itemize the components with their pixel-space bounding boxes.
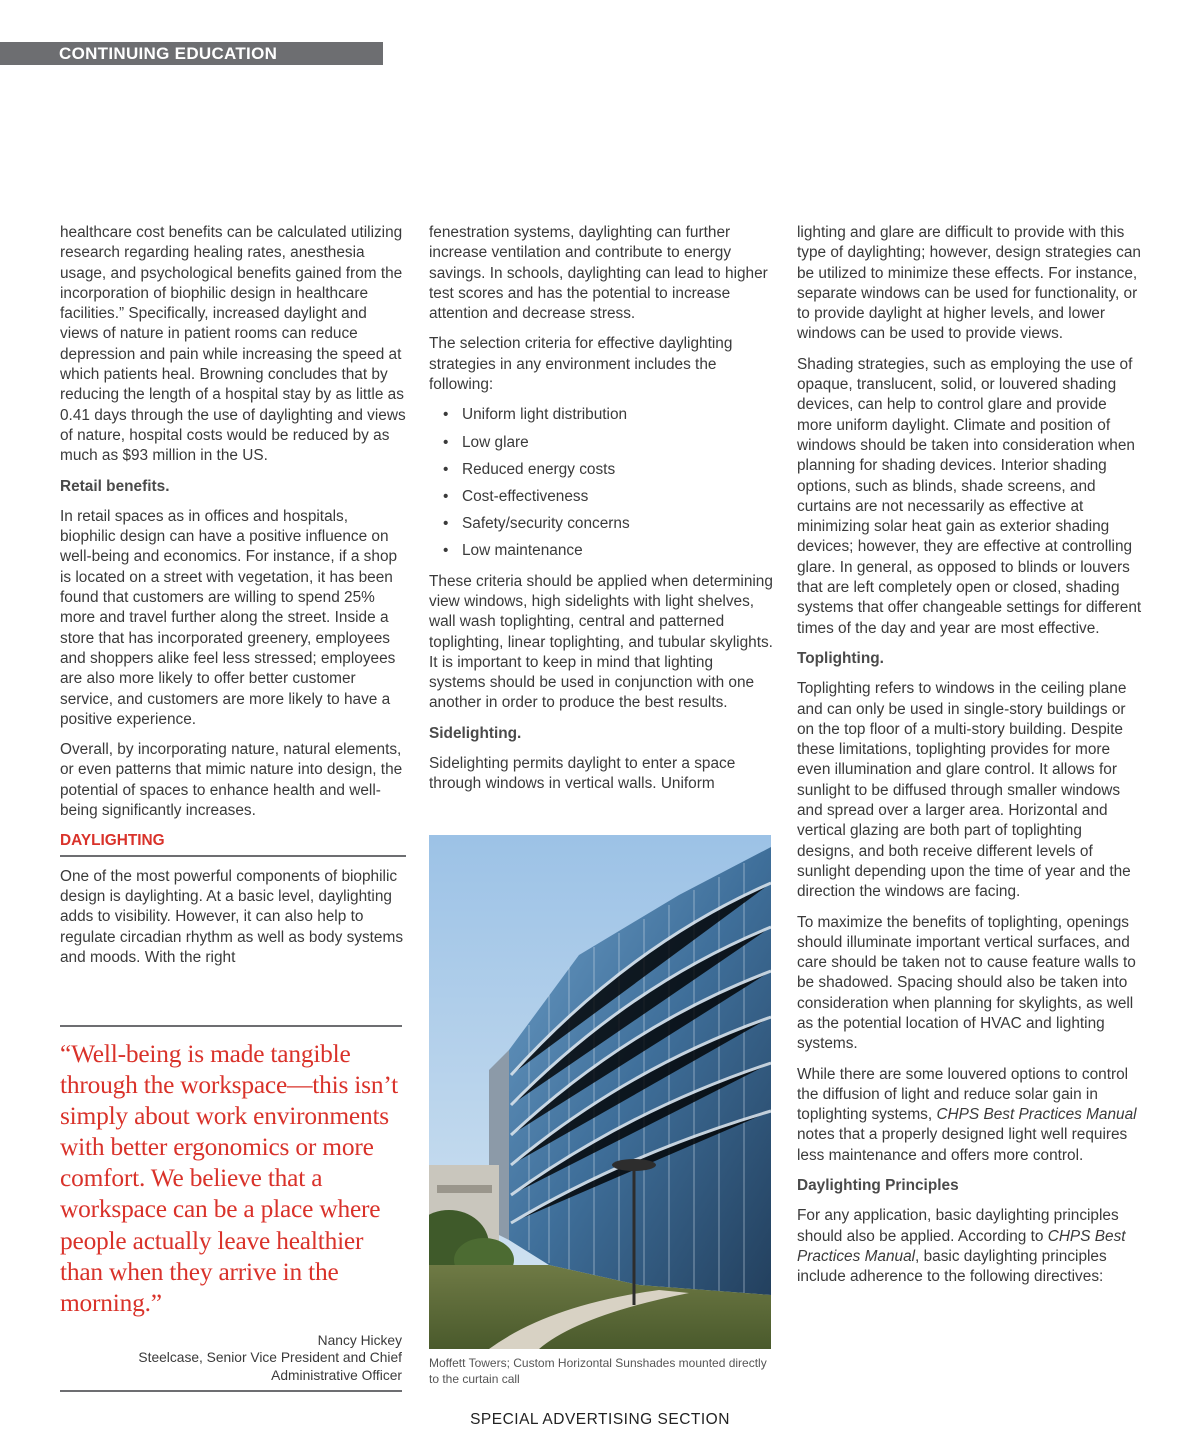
pull-quote	[60, 1025, 402, 1384]
attribution-title-line-1: Steelcase, Senior Vice President and Chief	[138, 1350, 402, 1366]
body-paragraph: Toplighting refers to windows in the ceiling plane and can only be used in single-story buildings or on the top floor of a multi-story building. Despite these limitations, toplighting provides for more even illumination and glare control. It allows for sunlight to be diffused through smaller windows and spread over a larger area. Horizontal and vertical glazing are both part of toplighting designs, and both receive different levels of sunlight depending upon the time of year and the direction the windows are facing.	[797, 680, 1131, 901]
subheading-toplighting: Toplighting.	[797, 649, 884, 667]
list-item: • Low maintenance	[443, 541, 773, 561]
pull-quote-bottom-rule	[60, 1390, 402, 1392]
column-1	[60, 223, 406, 978]
section-heading-daylighting: DAYLIGHTING	[60, 831, 406, 856]
body-paragraph: Sidelighting permits daylight to enter a space through windows in vertical walls. Uniform	[429, 754, 736, 793]
list-item: • Reduced energy costs	[443, 460, 773, 480]
attribution-title-line-2: Administrative Officer	[271, 1367, 402, 1383]
subheading-daylighting-principles: Daylighting Principles	[797, 1177, 959, 1195]
column-2	[429, 223, 773, 805]
body-paragraph	[797, 1065, 1142, 1166]
photo-caption: Moffett Towers; Custom Horizontal Sunshades mounted directly to the curtain call	[429, 1356, 767, 1386]
pull-quote-text: “Well-being is made tangible through the workspace—this isn’t simply about work environments with better ergonomics or more comfort. We believe that a workspace can be a place where people actually leave healthier than when they arrive in the morning.”	[60, 1040, 398, 1317]
criteria-list	[429, 405, 773, 561]
body-paragraph: fenestration systems, daylighting can further increase ventilation and contribute to energy savings. In schools, daylighting can lead to higher test scores and has the potential to increase attention and decrease stress.	[429, 224, 768, 323]
subheading-retail-benefits: Retail benefits.	[60, 477, 170, 495]
body-paragraph: In retail spaces as in offices and hospitals, biophilic design can have a positive influence on well-being and economics. For instance, if a shop is located on a street with vegetation, it has been found that customers are willing to spend 25% more and travel further along the street. Inside a store that has incorporated greenery, employees and shoppers alike feel less stressed; employees are also more likely to offer better customer service, and customers are more likely to have a positive experience.	[60, 507, 398, 728]
body-paragraph	[797, 1206, 1142, 1287]
text-run: , basic daylighting principles include adherence to the following directives:	[797, 1247, 1107, 1286]
subheading-sidelighting: Sidelighting.	[429, 724, 522, 742]
body-paragraph: lighting and glare are difficult to provide with this type of daylighting; however, design strategies can be utilized to minimize these effects. For instance, separate windows can be used for functionality, or to provide daylight at higher levels, and lower windows can be used to provide views.	[797, 224, 1141, 343]
text-run: notes that a properly designed light well requires less maintenance and offers more control.	[797, 1126, 1128, 1164]
body-paragraph: The selection criteria for effective daylighting strategies in any environment includes the following:	[429, 335, 733, 394]
text-run: While there are some louvered options to control the diffusion of light and reduce solar gain in toplighting systems,	[797, 1065, 1129, 1124]
body-paragraph: To maximize the benefits of toplighting, openings should illuminate important vertical surfaces, and care should be taken not to cause feature walls to be shadowed. Spacing should also be taken into consideration when planning for skylights, as well as the potential location of HVAC and lighting systems.	[797, 913, 1136, 1053]
list-item: • Cost-effectiveness	[443, 487, 773, 507]
column-3	[797, 223, 1142, 1298]
list-item: • Safety/security concerns	[443, 514, 773, 534]
body-paragraph: Shading strategies, such as employing the use of opaque, translucent, solid, or louvered shading devices, can help to control glare and provide more uniform daylight. Climate and position of windows should be taken into consideration when planning for shading devices. Interior shading options, such as blinds, shade screens, and curtains are not necessarily as effective at minimizing solar heat gain as exterior shading devices; however, they are effective at controlling glare. In general, as opposed to blinds or louvers that are left completely open or closed, shading systems that offer changeable settings for different times of the day and year are most effective.	[797, 355, 1142, 637]
attribution-name: Nancy Hickey	[317, 1332, 402, 1348]
body-paragraph: These criteria should be applied when determining view windows, high sidelights with light shelves, wall wash toplighting, central and patterned toplighting, linear toplighting, and tubular skylights. It is important to keep in mind that lighting systems should be used in conjunction with one another in order to produce the best results.	[429, 572, 773, 712]
body-paragraph: Overall, by incorporating nature, natural elements, or even patterns that mimic nature into design, the potential of spaces to enhance health and well-being significantly increases.	[60, 741, 403, 820]
text-run: For any application, basic daylighting principles should also be applied. According to	[797, 1207, 1119, 1245]
body-paragraph: healthcare cost benefits can be calculated utilizing research regarding healing rates, anesthesia usage, and psychological benefits gained from the incorporation of biophilic design in healthcare facilities.” Specifically, increased daylight and views of nature in patient rooms can reduce depression and pain while increasing the speed at which patients heal. Browning concludes that by reducing the length of a hospital stay by as little as 0.41 days through the use of daylighting and views of nature, hospital costs would be reduced by as much as $93 million in the US.	[60, 224, 406, 465]
pull-quote-attribution	[60, 1332, 402, 1384]
list-item: • Uniform light distribution	[443, 405, 773, 425]
list-item: • Low glare	[443, 433, 773, 453]
section-label: CONTINUING EDUCATION	[59, 44, 278, 63]
body-paragraph: One of the most powerful components of biophilic design is daylighting. At a basic level, daylighting adds to visibility. However, it can also help to regulate circadian rhythm as well as body systems and moods. With the right	[60, 867, 404, 966]
publication-title: CHPS Best Practices Manual	[797, 1227, 1126, 1265]
footer-label: SPECIAL ADVERTISING SECTION	[470, 1411, 730, 1428]
publication-title: CHPS Best Practices Manual	[936, 1106, 1137, 1124]
building-photo	[429, 835, 771, 1349]
section-banner	[0, 42, 383, 65]
